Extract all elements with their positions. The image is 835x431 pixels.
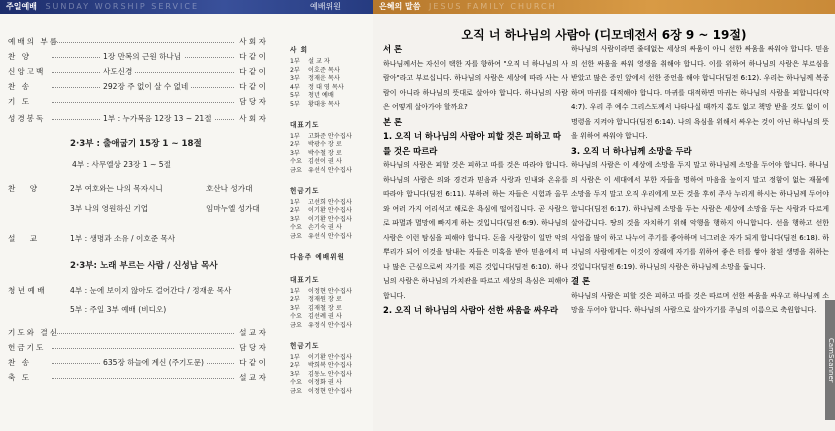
sermon-paragraph: 하나님의 사람이라면 줄데없는 세상의 싸움이 아니 선한 싸움을 싸워야 합니다. 믿음의 선한 싸움을 싸워 영생을 취해야 합니다. 이를 위하여 하나님의 사람은 부르심을 받았고 많은 증인 앞에서 선한 증언을 해야 합니다(딤전 6:12). 우리는 하나님께 복종하며 마귀를 대적해야 합니다. 마귀를 대적하면 마귀는 하나님의 사람을 피합니다(약 4:7). 우리 주 예수 그리스도께서 나타나실 때까지 흠도 없고 책망 받을 것도 없이 이 명령을 지켜야 합니다(딤전 6:14). 나의 욕심을 위해서 싸우는 것이 아닌 하나님의 뜻을 위하여 싸워야 합니다. xyxy=(571,45,829,140)
sermon-section-heading: 1. 오직 너 하나님의 사람아 피할 것은 피하고 따를 것은 따르라 xyxy=(383,131,561,156)
committee-person: 정 대 영 목사 xyxy=(308,83,344,91)
committee-part: 2부 xyxy=(290,141,300,149)
worship-order-panel xyxy=(0,0,374,431)
order-label: 기 도 xyxy=(8,97,32,106)
committee-part: 금요 xyxy=(290,388,302,395)
committee-part: 5부 xyxy=(290,92,300,100)
leader-dots xyxy=(52,348,234,349)
committee-person: 유선식 안수집사 xyxy=(308,167,352,174)
leader-dots xyxy=(52,378,234,379)
committee-person: 이정화 권 사 xyxy=(308,379,342,387)
sermon-band-label: 은혜의 말씀 xyxy=(379,2,421,11)
committee-heading: 헌금기도 xyxy=(290,186,320,195)
order-row xyxy=(0,96,274,108)
committee-row xyxy=(290,320,352,329)
sermon-column-left xyxy=(383,42,568,318)
sermon-section-heading: 3. 오직 너 하나님께 소망을 두라 xyxy=(571,145,692,156)
order-person: 담 당 자 xyxy=(236,96,266,108)
scanner-watermark: CamScanner xyxy=(825,300,835,420)
sermon-panel xyxy=(373,0,835,431)
order-row xyxy=(0,113,274,125)
order-label: 예배의 부름 xyxy=(8,37,60,46)
committee-person: 이기환 안수집사 xyxy=(308,207,352,215)
committee-band-label: 예배위원 xyxy=(310,2,341,11)
youth-label: 청 년 예 배 xyxy=(8,286,45,295)
worship-band-label: 주일예배 xyxy=(6,2,37,11)
worship-header-band xyxy=(0,0,373,14)
committee-part: 1부 xyxy=(290,198,300,206)
order-person: 설 교 자 xyxy=(236,372,266,384)
order-label: 축 도 xyxy=(8,373,32,382)
sermon-label: 설 교 xyxy=(8,234,44,243)
committee-person: 유선식 안수집사 xyxy=(308,233,352,240)
order-row xyxy=(0,36,274,48)
order-person: 다 같 이 xyxy=(236,81,266,93)
committee-person: 고선희 안수집사 xyxy=(308,198,352,206)
order-label: 헌금기도 xyxy=(8,343,46,352)
committee-person: 유정식 안수집사 xyxy=(308,322,352,329)
committee-part: 수요 xyxy=(290,158,302,166)
committee-part: 수요 xyxy=(290,224,302,232)
closing-row xyxy=(0,327,274,339)
committee-part: 3부 xyxy=(290,75,300,83)
order-label: 성경봉독 xyxy=(8,114,46,123)
sermon-paragraph: 하나님의 사람은 이 세상에 소망을 두지 말고 하나님께 소망을 두어야 합니다. 하나님의 사람은 이 세대에서 부한 자들을 명하여 마음을 높이지 말고 정함이 없는 재물에 소망을 두지 말고 오직 우리에게 모든 것을 후히 주사 누리게 하시는 하나님께 두어야 합니다(딤전 6:17). 하나님께 소망을 두는 사람은 세상에 소망을 두는 사람과 다르게 살아갑니다. 땅의 것을 자치하기 위해 악행을 행하지 아니합니다. 선을 행하고 선한 사업을 많이 하고 나누어 주기를 좋아하며 너그러운 자가 되게 합니다(딤전 6:18). 하나님의 사람에게는 이것이 장래에 자기를 위하여 좋은 터를 쌓아 참된 생명을 취하는 것입니다(딤전 6:19). 하나님의 사람은 하나님께 소망을 둡니다. xyxy=(571,161,829,271)
committee-person: 청년 예배 xyxy=(308,92,334,100)
reading-heading: 2·3부 : 출애굽기 15장 1 ~ 18절 xyxy=(70,139,202,149)
committee-part: 2부 xyxy=(290,296,300,304)
committee-heading: 다음주 예배위원 xyxy=(290,252,345,261)
committee-part: 2부 xyxy=(290,362,300,370)
order-detail: 1장 만복의 근원 하나님 xyxy=(100,51,184,63)
committee-person: 이호준 목사 xyxy=(308,66,340,74)
committee-part: 2부 xyxy=(290,207,300,215)
leader-dots xyxy=(52,72,234,73)
committee-part: 수요 xyxy=(290,379,302,387)
sermon-section-heading: 결 론 xyxy=(571,276,591,286)
order-label: 기도와 결신 xyxy=(8,328,60,337)
leader-dots xyxy=(52,102,234,103)
committee-row xyxy=(290,99,340,108)
committee-person: 박수철 장 로 xyxy=(308,149,342,157)
committee-part: 금요 xyxy=(290,233,302,240)
order-person: 다 같 이 xyxy=(236,66,266,78)
order-person: 사 회 자 xyxy=(236,113,266,125)
sermon-line: 1부 : 생명과 소유 / 이호준 목사 xyxy=(70,234,176,243)
committee-heading: 대표기도 xyxy=(290,275,320,284)
committee-person: 김선례 권 사 xyxy=(308,313,342,321)
committee-row xyxy=(290,386,352,395)
committee-part: 금요 xyxy=(290,167,302,174)
youth-line: 5부 : 주일 3부 예배 (비디오) xyxy=(70,305,167,314)
committee-person: 김선이 권 사 xyxy=(308,158,342,166)
committee-part: 1부 xyxy=(290,58,300,65)
committee-part: 1부 xyxy=(290,132,300,140)
leader-dots xyxy=(52,333,234,334)
order-person: 사 회 자 xyxy=(236,36,266,48)
reading-line: 4부 : 사무엘상 23장 1 ~ 5절 xyxy=(72,160,171,169)
committee-person: 정재운 목사 xyxy=(308,75,340,83)
sermon-header-band xyxy=(373,0,835,14)
sermon-paragraph: 하나님께서는 자신이 택한 자를 향하여 "오직 너 하나님의 사람아"라고 부르십니다. 하나님의 사람은 세상에 따라 사는 사람이 아니라 하나님의 뜻대로 살아야 합니다. 하나님의 사람은 어떻게 살아가야 할까요? xyxy=(383,59,568,111)
sermon-column-right xyxy=(571,42,829,318)
committee-part: 3부 xyxy=(290,304,300,312)
order-label: 찬 양 xyxy=(8,52,32,61)
choir-name: 호산나 성가대 xyxy=(206,184,253,193)
committee-part: 1부 xyxy=(290,353,300,361)
sermon-section-heading: 2. 오직 너 하나님의 사람아 선한 싸움을 싸우라 xyxy=(383,305,559,315)
sermon-paragraph: 하나님의 사람은 피할 것은 피하고 따를 것은 따르며 선한 싸움을 싸우고 하나님께 소망을 두어야 합니다. 하나님의 사람으로 살아가기를 주님의 이름으로 축원합니다. xyxy=(571,291,829,314)
leader-dots xyxy=(52,42,234,43)
order-label: 신앙고백 xyxy=(8,67,46,76)
closing-row xyxy=(0,372,274,384)
committee-part: 2부 xyxy=(290,66,300,74)
committee-person: 정재원 장 로 xyxy=(308,296,342,304)
committee-part: 수요 xyxy=(290,313,302,321)
committee-person: 김동노 안수집사 xyxy=(308,370,352,378)
order-person: 설 교 자 xyxy=(236,327,266,339)
committee-person: 박희복 안수집사 xyxy=(308,362,352,370)
committee-heading: 헌금기도 xyxy=(290,341,320,350)
committee-person: 고화준 안수집사 xyxy=(308,132,352,140)
order-row xyxy=(0,66,274,78)
choir-name: 임마누엘 성가대 xyxy=(206,204,260,213)
youth-line: 4부 : 눈에 보이지 않아도 걸어간다 / 정재운 목사 xyxy=(70,286,232,295)
sermon-band-english: JESUS FAMILY CHURCH xyxy=(428,2,557,11)
sermon-section-heading: 본 론 xyxy=(383,116,403,127)
committee-person: 설 교 자 xyxy=(308,58,330,65)
committee-person: 황대웅 목사 xyxy=(308,101,340,108)
committee-heading: 사 회 xyxy=(290,46,309,54)
worship-band-english: SUNDAY WORSHIP SERVICE xyxy=(45,2,199,11)
order-detail: 635장 하늘에 계신 (주기도문) xyxy=(100,357,207,369)
closing-row xyxy=(0,357,274,369)
closing-row xyxy=(0,342,274,354)
committee-part: 1부 xyxy=(290,287,300,295)
committee-part: 3부 xyxy=(290,370,300,378)
order-person: 다 같 이 xyxy=(236,357,266,369)
choir-part: 3부 나의 영원하신 기업 xyxy=(70,204,149,213)
order-detail: 292장 주 없이 살 수 없네 xyxy=(100,81,191,93)
order-person: 다 같 이 xyxy=(236,51,266,63)
committee-part: 3부 xyxy=(290,149,300,157)
committee-person: 김재철 장 로 xyxy=(308,304,342,312)
sermon-paragraph: 하나님의 사람은 피할 것은 피하고 따를 것은 따라야 합니다. 하나님의 사람은 의와 경건과 믿음과 사랑과 인내와 온유를 따라야 합니다(딤전 6:11). 부하려 하는 자들은 시험과 올무와 여러 가지 어리석고 해로운 욕심에 떨어집니다. 곧 사람으로 파멸과 멸망에 빠지게 하는 것입니다(딤전 6:9). 하나님의 사람은 이런 탐심을 피해야 합니다. 돈을 사랑함이 일만 악의 뿌리가 되어 이것을 탐내는 자들은 미혹을 받아 믿음에서 떠나 많은 근심으로써 자기를 찌른 것입니다(딤전 6:10). 하나님의 사람은 하나님의 가치관을 따르고 세상의 욕심은 피해야 합니다. xyxy=(383,161,568,300)
order-detail: 사도신경 xyxy=(100,66,135,78)
order-label: 찬 송 xyxy=(8,358,32,367)
choir-part: 2부 여호와는 나의 목자시니 xyxy=(70,184,163,193)
committee-person: 박광수 장 로 xyxy=(308,141,342,149)
order-detail: 1부 : 누가복음 12장 13 ~ 21절 xyxy=(100,113,215,125)
choir-label: 찬 양 xyxy=(8,184,44,193)
committee-part: 5부 xyxy=(290,101,300,108)
committee-row xyxy=(290,165,352,174)
sermon-heading: 2·3부: 노래 부르는 사람 / 신성남 목사 xyxy=(70,261,218,271)
order-row xyxy=(0,81,274,93)
order-person: 담 당 자 xyxy=(236,342,266,354)
committee-part: 4부 xyxy=(290,83,300,91)
committee-person: 이정현 안수집사 xyxy=(308,388,352,395)
committee-part: 금요 xyxy=(290,322,302,329)
order-label: 찬 송 xyxy=(8,82,32,91)
committee-person: 이정현 안수집사 xyxy=(308,287,352,295)
sermon-section-heading: 서 론 xyxy=(383,44,403,54)
committee-person: 이기환 안수집사 xyxy=(308,353,352,361)
committee-heading: 대표기도 xyxy=(290,120,320,129)
order-row xyxy=(0,51,274,63)
sermon-title: 오직 너 하나님의 사람아 (디모데전서 6장 9 ~ 19절) xyxy=(461,28,747,42)
committee-row xyxy=(290,231,352,240)
committee-person: 이기환 안수집사 xyxy=(308,215,352,223)
committee-person: 손기숙 권 사 xyxy=(308,224,342,232)
committee-part: 3부 xyxy=(290,215,300,223)
